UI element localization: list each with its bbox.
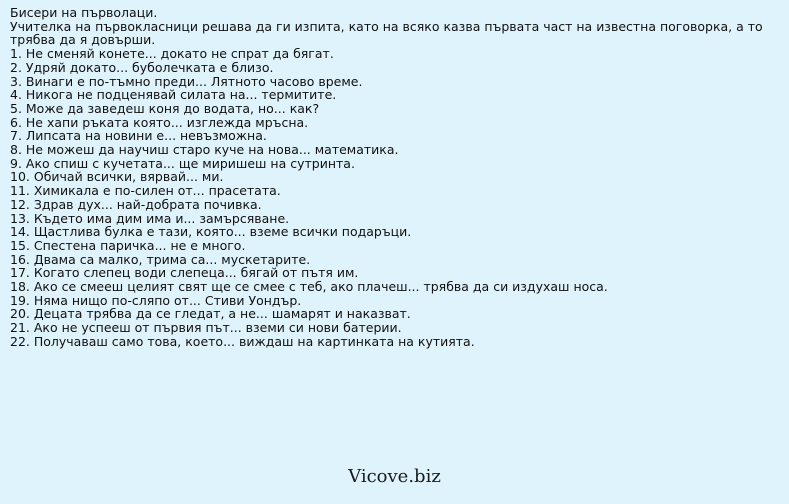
site-watermark: Vicove.biz: [348, 466, 441, 487]
list-item: 12. Здрав дух... най-добрата почивка.: [10, 196, 262, 212]
list-item: 16. Двама са малко, трима са... мускетарите.: [10, 251, 311, 267]
list-item: 13. Където има дим има и... замърсяване.: [10, 210, 290, 226]
article-title: Бисери на първолаци.: [10, 5, 158, 20]
list-item: 2. Удряй докато... буболечката е близо.: [10, 59, 274, 75]
list-item: 5. Може да заведеш коня до водата, но... как?: [10, 100, 320, 116]
list-item: 18. Ако се смееш целият свят ще се смее с теб, ако плачеш... трябва да си издухаш носа.: [10, 279, 608, 295]
list-item: 15. Спестена паричка... не е много.: [10, 237, 246, 253]
joke-article: [10, 6, 780, 349]
list-item: 14. Щастлива булка е тази, която... вземе всички подаръци.: [10, 224, 412, 240]
list-item: 17. Когато слепец води слепеца... бягай от пътя им.: [10, 265, 359, 281]
list-item: 21. Ако не успееш от първия път... вземи си нови батерии.: [10, 320, 402, 336]
list-item: 4. Никога не подценявай силата на... термитите.: [10, 87, 337, 103]
list-item: 3. Винаги е по-тъмно преди... Лятното часово време.: [10, 73, 363, 89]
list-item: 8. Не можеш да научиш старо куче на нова... математика.: [10, 142, 399, 158]
list-item: 11. Химикала е по-силен от... прасетата.: [10, 183, 281, 199]
list-item: 19. Няма нищо по-сляпо от... Стиви Уондър.: [10, 292, 302, 308]
list-item: 6. Не хапи ръката която... изглежда мръсна.: [10, 114, 309, 130]
list-item: 7. Липсата на новини е... невъзможна.: [10, 128, 267, 144]
list-item: 22. Получаваш само това, което... виждаш на картинката на кутията.: [10, 333, 475, 349]
article-intro: Учителка на първокласници решава да ги изпита, като на всяко казва първата част на известна поговорка, а то трябва да я довърши.: [10, 18, 763, 48]
list-item: 1. Не сменяй конете... докато не спрат да бягат.: [10, 46, 334, 62]
list-item: 9. Ако спиш с кучетата... ще миришеш на сутринта.: [10, 155, 355, 171]
list-item: 20. Децата трябва да се гледат, а не... шамарят и наказват.: [10, 306, 411, 322]
list-item: 10. Обичай всички, вярвай... ми.: [10, 169, 224, 185]
